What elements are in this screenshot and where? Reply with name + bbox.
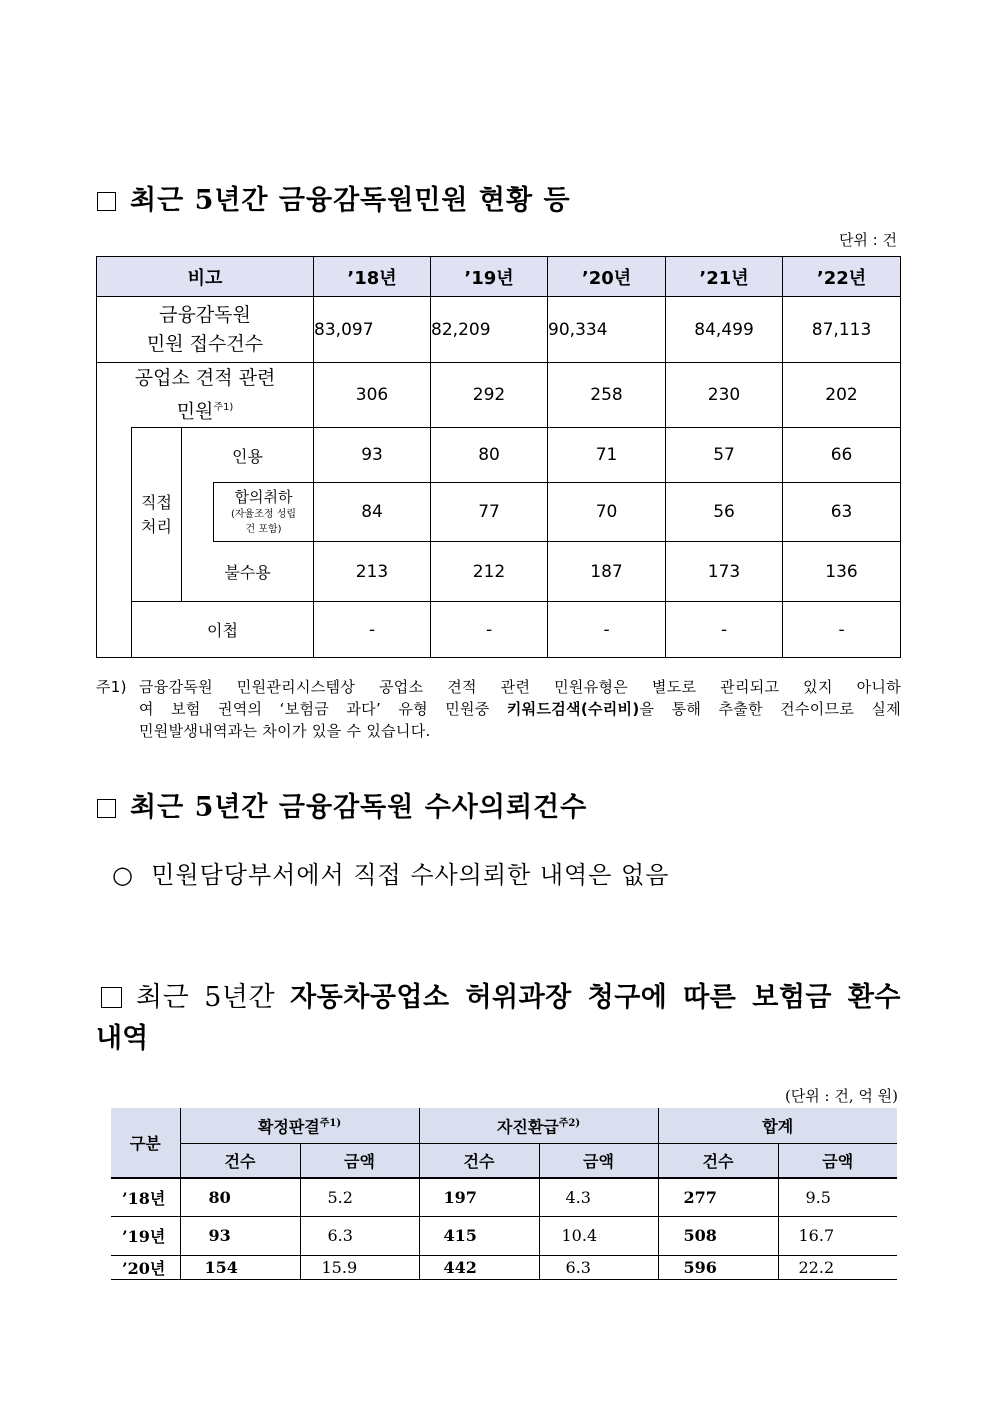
table-cell: 442 xyxy=(419,1255,539,1279)
rejected-label: 불수용 xyxy=(182,542,314,602)
table-cell: - xyxy=(548,602,666,658)
section2-title: 최근 5년간 금융감독원 수사의뢰건수 xyxy=(97,785,587,824)
received-label: 금융감독원 민원 접수건수 xyxy=(97,297,314,363)
section3-unit: (단위 : 건, 억 원) xyxy=(784,1087,898,1105)
table-cell: 230 xyxy=(666,363,783,428)
table-cell: 71 xyxy=(548,428,666,483)
table-cell: 154 xyxy=(180,1255,300,1279)
table-cell: 57 xyxy=(666,428,783,483)
table-cell: 415 xyxy=(419,1216,539,1255)
table-cell: 6.3 xyxy=(539,1255,658,1279)
table-cell: 173 xyxy=(666,542,783,602)
withdrawn-label: 합의취하 (자율조정 성립 건 포함) xyxy=(214,483,314,542)
table-cell: 77 xyxy=(431,483,548,542)
section1-unit: 단위 : 건 xyxy=(838,231,897,249)
table-cell: 306 xyxy=(314,363,431,428)
header-year: ’19년 xyxy=(431,257,548,297)
table-cell: 16.7 xyxy=(798,1226,835,1245)
section3-title: 최근 5년간 자동차공업소 허위과장 청구에 따른 보험금 환수 xyxy=(101,975,901,1014)
header-group1: 확정판결$^{주1)}$ xyxy=(180,1108,419,1143)
subheader-row xyxy=(111,1143,897,1178)
circle-bullet-icon: ○ xyxy=(112,861,134,889)
table-cell: 84 xyxy=(314,483,431,542)
indent-cell xyxy=(97,428,132,658)
table-cell: 202 xyxy=(783,363,901,428)
note-line1: 금융감독원 민원관리시스템상 공업소 견적 관련 민원유형은 별도로 관리되고 있지 아니하 xyxy=(139,678,901,696)
header-count: 건수 xyxy=(419,1143,539,1178)
table-cell: 93 xyxy=(314,428,431,483)
table-cell: 15.9 xyxy=(300,1255,419,1279)
row-year: ’20년 xyxy=(111,1255,180,1279)
table-cell: 66 xyxy=(783,428,901,483)
table-cell: 80 xyxy=(180,1178,300,1216)
table-cell: - xyxy=(314,602,431,658)
table-cell: - xyxy=(431,602,548,658)
repair-row xyxy=(97,363,901,428)
table-cell: 10.4 xyxy=(539,1216,658,1255)
checkbox-square-icon xyxy=(97,192,116,211)
header-label: 비고 xyxy=(97,257,314,297)
table-row xyxy=(111,1255,897,1279)
header-group3: 합계 xyxy=(658,1108,897,1143)
checkbox-square-icon xyxy=(97,799,116,818)
header-year: ’18년 xyxy=(314,257,431,297)
table-cell: 93 xyxy=(180,1216,300,1255)
note-line2: 여 보험 권역의 ‘보험금 과다’ 유형 민원중 키워드검색(수리비)을 통해 추출한 건수이므로 실제 xyxy=(139,700,901,718)
table-cell: 5.2 xyxy=(300,1178,419,1216)
spacer-cell xyxy=(182,483,214,542)
table-cell: 56 xyxy=(666,483,783,542)
table-cell: 22.2 xyxy=(798,1257,835,1277)
table-cell: 84,499 xyxy=(666,297,783,363)
table-cell: 9.5 xyxy=(805,1187,831,1207)
table-cell: 596 xyxy=(658,1255,778,1279)
table-row xyxy=(111,1178,897,1216)
header-amount: 금액 xyxy=(300,1143,419,1178)
header-row xyxy=(111,1108,897,1143)
header-amount: 금액 xyxy=(778,1143,897,1178)
table-cell: 63 xyxy=(783,483,901,542)
table-cell: 213 xyxy=(314,542,431,602)
table-cell: 136 xyxy=(783,542,901,602)
table-cell: - xyxy=(666,602,783,658)
header-year: ’20년 xyxy=(548,257,666,297)
table-cell: 4.3 xyxy=(539,1178,658,1216)
table-cell: 90,334 xyxy=(548,297,666,363)
header-year: ’21년 xyxy=(666,257,783,297)
table-cell: 87,113 xyxy=(783,297,901,363)
row-year: ’18년 xyxy=(111,1178,180,1216)
header-year: ’22년 xyxy=(783,257,901,297)
table-cell: 277 xyxy=(658,1178,778,1216)
header-count: 건수 xyxy=(180,1143,300,1178)
header-category: 구분 xyxy=(111,1108,180,1178)
table-cell: 197 xyxy=(419,1178,539,1216)
transfer-row xyxy=(97,602,901,658)
header-group2: 자진환급$^{주2)}$ xyxy=(419,1108,658,1143)
row-year: ’19년 xyxy=(111,1216,180,1255)
table-cell: 70 xyxy=(548,483,666,542)
header-row xyxy=(97,257,901,297)
rejected-row xyxy=(97,542,901,602)
checkbox-square-icon xyxy=(101,987,122,1008)
table-cell: - xyxy=(783,602,901,658)
section1-title: 최근 5년간 금융감독원민원 현황 등 xyxy=(97,178,571,217)
table-cell: 258 xyxy=(548,363,666,428)
table-cell: 80 xyxy=(431,428,548,483)
direct-label: 직접 처리 xyxy=(132,428,182,602)
table-cell: 83,097 xyxy=(314,297,431,363)
table-cell: 187 xyxy=(548,542,666,602)
section2-bullet-line: ○ 민원담당부서에서 직접 수사의뢰한 내역은 없음 xyxy=(112,861,670,889)
complaints-table xyxy=(96,256,901,658)
table-row xyxy=(111,1216,897,1255)
received-row xyxy=(97,297,901,363)
accepted-row xyxy=(97,428,901,483)
header-amount: 금액 xyxy=(539,1143,658,1178)
accepted-label: 인용 xyxy=(182,428,314,483)
repair-label: 공업소 견적 관련 민원$^{주1)}$ xyxy=(97,363,314,428)
header-count: 건수 xyxy=(658,1143,778,1178)
transfer-label: 이첩 xyxy=(132,602,314,658)
note-line3: 민원발생내역과는 차이가 있을 수 있습니다. xyxy=(139,722,431,740)
refund-table xyxy=(111,1108,897,1280)
table-cell: 508 xyxy=(658,1216,778,1255)
table-cell: 6.3 xyxy=(300,1216,419,1255)
table-cell: 82,209 xyxy=(431,297,548,363)
note-marker: 주1) xyxy=(96,678,127,696)
table-cell: 212 xyxy=(431,542,548,602)
section3-title-line2: 내역 xyxy=(96,1023,149,1054)
table-cell: 292 xyxy=(431,363,548,428)
withdrawn-row xyxy=(97,483,901,542)
